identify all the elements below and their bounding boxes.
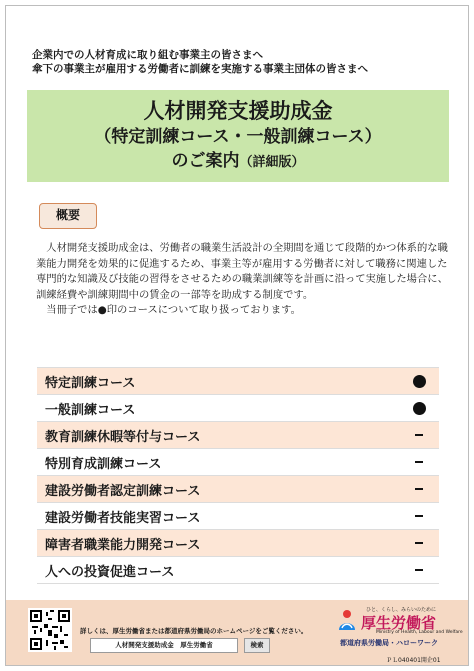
course-row xyxy=(37,422,439,449)
ministry-tagline: ひと、くらし、みらいのために xyxy=(366,607,437,613)
course-row xyxy=(37,503,439,530)
course-mark xyxy=(399,503,439,530)
covered-dot-icon xyxy=(413,375,426,388)
overview-label: 概要 xyxy=(39,203,97,229)
course-mark xyxy=(399,530,439,557)
regional-offices: 都道府県労働局・ハローワーク xyxy=(340,639,438,647)
course-mark xyxy=(399,557,439,584)
course-row xyxy=(37,368,439,395)
course-name: 建設労働者技能実習コース xyxy=(37,503,399,530)
ministry-name-english: Ministry of Health, Labour and Welfare xyxy=(376,630,463,635)
course-name: 障害者職業能力開発コース xyxy=(37,530,399,557)
title-guide-note: （詳細版） xyxy=(239,155,305,170)
course-row xyxy=(37,395,439,422)
course-name: 教育訓練休暇等付与コース xyxy=(37,422,399,449)
not-covered-dash-icon xyxy=(415,434,423,436)
qr-code-image xyxy=(30,610,70,650)
not-covered-dash-icon xyxy=(415,488,423,490)
course-mark xyxy=(399,395,439,422)
search-button[interactable]: 検索 xyxy=(244,638,270,653)
search-box[interactable]: 人材開発支援助成金 厚生労働省 xyxy=(90,638,238,653)
course-mark xyxy=(399,449,439,476)
not-covered-dash-icon xyxy=(415,515,423,517)
course-name: 人への投資促進コース xyxy=(37,557,399,584)
audience-line-1: 企業内での人材育成に取り組む事業主の皆さまへ xyxy=(32,49,263,61)
course-mark xyxy=(399,368,439,395)
ministry-name: 厚生労働省 xyxy=(361,614,437,632)
title-banner xyxy=(27,90,449,182)
not-covered-dash-icon xyxy=(415,569,423,571)
course-row xyxy=(37,557,439,584)
course-row xyxy=(37,449,439,476)
course-row xyxy=(37,476,439,503)
qr-code[interactable] xyxy=(28,608,72,652)
footer xyxy=(6,600,468,665)
leaflet-page xyxy=(5,5,469,666)
overview-text xyxy=(36,241,448,319)
course-name: 特別育成訓練コース xyxy=(37,449,399,476)
title-guide xyxy=(27,149,449,175)
title-main: 人材開発支援助成金 xyxy=(143,99,333,123)
course-table xyxy=(37,367,439,584)
title-guide-text: のご案内 xyxy=(171,151,240,171)
not-covered-dash-icon xyxy=(415,461,423,463)
title-subtitle: （特定訓練コース・一般訓練コース） xyxy=(94,127,382,147)
document-code: ＰＬ040401開企01 xyxy=(386,657,441,664)
course-name: 一般訓練コース xyxy=(37,395,399,422)
course-name: 特定訓練コース xyxy=(37,368,399,395)
ministry-logo-icon xyxy=(336,608,358,634)
course-mark xyxy=(399,422,439,449)
course-name: 建設労働者認定訓練コース xyxy=(37,476,399,503)
course-row xyxy=(37,530,439,557)
footer-note: 詳しくは、厚生労働省または都道府県労働局のホームページをご覧ください。 xyxy=(80,627,308,635)
course-mark xyxy=(399,476,439,503)
audience-line-2: 傘下の事業主が雇用する労働者に訓練を実施する事業主団体の皆さまへ xyxy=(32,63,368,75)
not-covered-dash-icon xyxy=(415,542,423,544)
overview-paragraph-2: 当冊子では●印のコースについて取り扱っております。 xyxy=(46,304,301,316)
audience-heading xyxy=(32,48,452,76)
covered-dot-icon xyxy=(413,402,426,415)
overview-paragraph-1: 人材開発支援助成金は、労働者の職業生活設計の全期間を通じて段階的かつ体系的な職業能力開発を効果的に促進するため、事業主等が雇用する労働者に対して職務に関連した専門的な知識及び技能の習得をさせるための職業訓練等を計画に沿って実施した場合に、訓練経費や訓練期間中の賃金の一部等を助成する制度です。 xyxy=(36,242,448,301)
